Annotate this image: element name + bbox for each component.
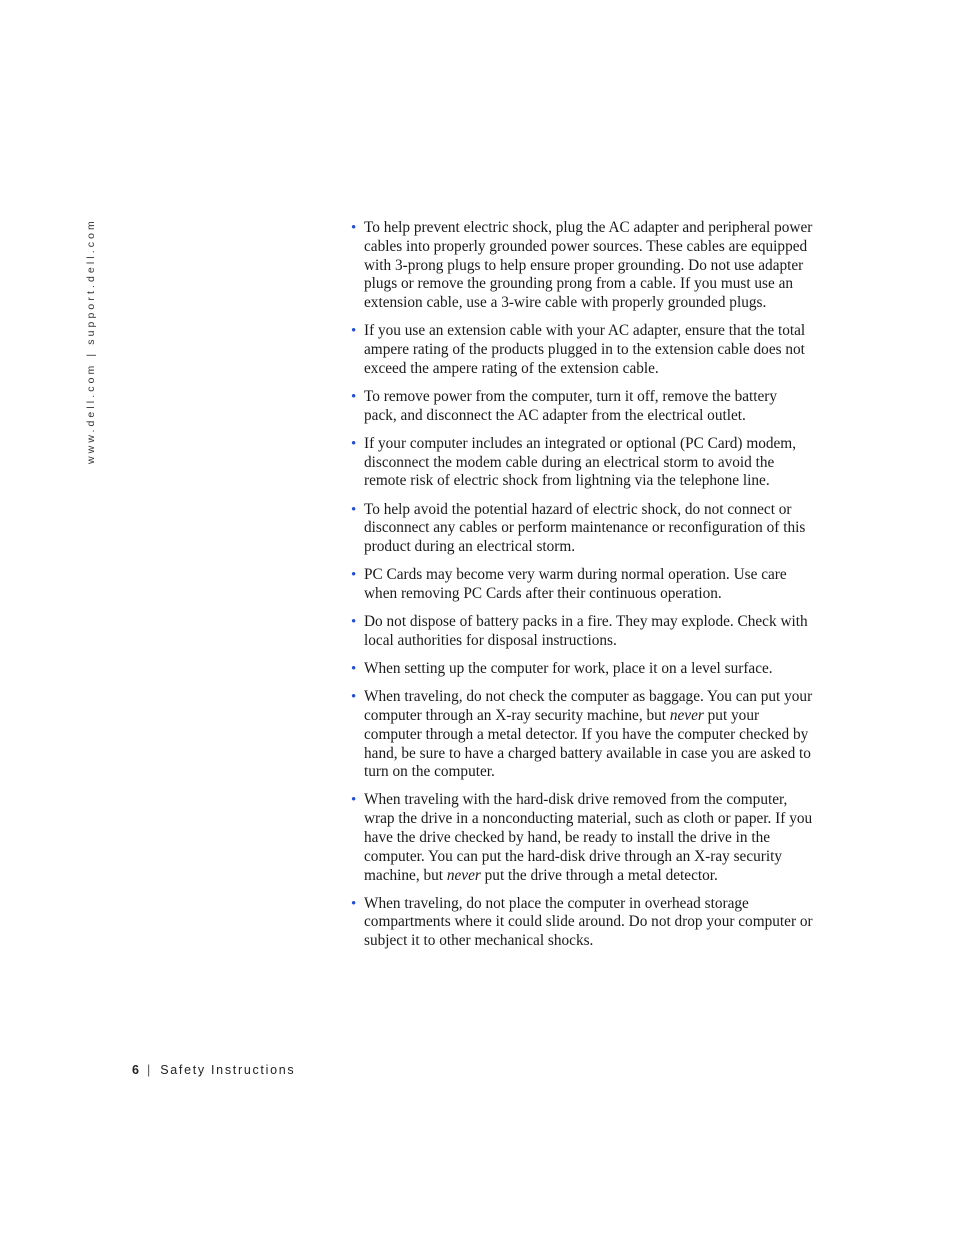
bullet-icon: •	[351, 323, 357, 340]
list-item	[351, 501, 813, 557]
list-item	[351, 895, 813, 951]
list-item-text: To remove power from the computer, turn it off, remove the battery pack, and disconnect the AC adapter from the electrical outlet.	[364, 387, 778, 424]
footer-section-title: Safety Instructions	[160, 1063, 296, 1077]
list-item-text-start: When traveling, do not check the computer as baggage. You can put your computer through an X-ray security machine, but	[364, 688, 813, 724]
list-item-text: If you use an extension cable with your AC adapter, ensure that the total ampere rating of the products plugged in to the extension cable does not exceed the ampere rating of the extension cable.	[364, 322, 806, 377]
list-item	[351, 660, 813, 679]
bullet-icon: •	[351, 220, 357, 236]
safety-bullet-list	[351, 219, 813, 951]
list-item	[351, 688, 813, 782]
list-item-text: If your computer includes an integrated or optional (PC Card) modem, disconnect the modem cable during an electrical storm to avoid the remote risk of electric shock from lightning via the telephone line.	[364, 434, 797, 490]
list-item	[351, 791, 813, 885]
list-item	[351, 435, 813, 491]
list-item-text: When setting up the computer for work, place it on a level surface.	[364, 660, 773, 678]
footer-separator: |	[146, 1063, 151, 1077]
list-item	[351, 388, 813, 426]
bullet-icon: •	[351, 435, 357, 452]
list-item-text: PC Cards may become very warm during normal operation. Use care when removing PC Cards after their continuous operation.	[364, 566, 787, 603]
safety-instructions-content	[351, 219, 813, 960]
emphasis-text: never	[446, 866, 481, 884]
list-item-text: To help avoid the potential hazard of electric shock, do not connect or disconnect any cables or perform maintenance or reconfiguration of this product during an electrical storm.	[364, 500, 806, 556]
bullet-icon: •	[351, 567, 357, 584]
bullet-icon: •	[351, 689, 357, 706]
list-item	[351, 219, 813, 313]
list-item-text: Do not dispose of battery packs in a fire. They may explode. Check with local authorities for disposal instructions.	[364, 613, 808, 649]
bullet-icon: •	[351, 895, 357, 912]
bullet-icon: •	[351, 614, 357, 631]
list-item-text: When traveling, do not place the computer in overhead storage compartments where it could slide around. Do not drop your computer or subject it to other mechanical shocks.	[364, 894, 813, 950]
list-item	[351, 613, 813, 651]
list-item	[351, 322, 813, 378]
bullet-icon: •	[351, 501, 357, 518]
emphasis-text: never	[669, 706, 704, 724]
list-item-text-end: put the drive through a metal detector.	[480, 866, 718, 884]
list-item-text: To help prevent electric shock, plug the AC adapter and peripheral power cables into properly grounded power sources. These cables are equipped with 3-prong plugs to help ensure proper grounding. Do not use adapter plugs or remove the grounding prong from a cable. If you must use an extension cable, use a 3-wire cable with properly grounded plugs.	[364, 219, 813, 312]
list-item-text-start: When traveling with the hard-disk drive removed from the computer, wrap the drive in a nonconducting material, such as cloth or paper. If you have the drive checked by hand, be ready to install the drive in the computer. You can put the hard-disk drive through an X-ray security machine, but	[364, 791, 813, 884]
page-footer	[132, 1061, 295, 1079]
page-number: 6	[132, 1063, 139, 1077]
bullet-icon: •	[351, 388, 357, 405]
bullet-icon: •	[351, 792, 357, 809]
sidebar-url: www.dell.com | support.dell.com	[85, 218, 97, 464]
list-item	[351, 566, 813, 604]
list-item-text-end: put your computer through a metal detector. If you have the computer checked by hand, be sure to have a charged battery available in case you are asked to turn on the computer.	[364, 706, 811, 781]
bullet-icon: •	[351, 661, 357, 678]
